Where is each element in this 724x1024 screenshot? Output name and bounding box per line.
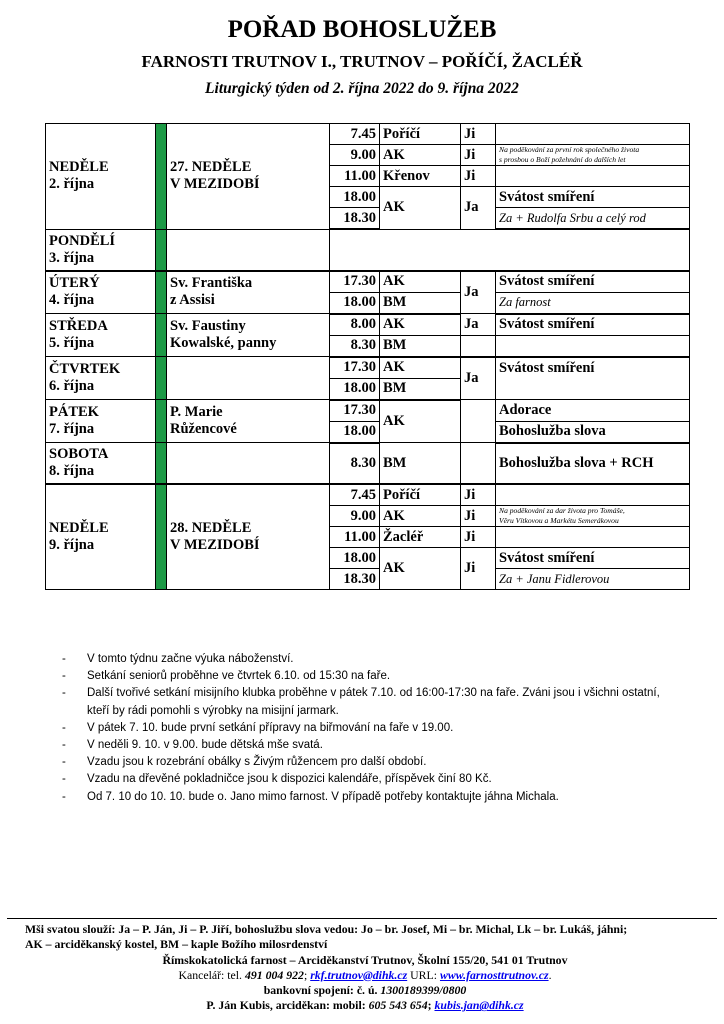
feast-cell xyxy=(167,229,330,271)
time-cell: 18.00 xyxy=(330,421,380,443)
table-row xyxy=(46,484,690,506)
event-cell: Bohoslužba slova xyxy=(496,421,690,443)
note-cell xyxy=(496,527,690,548)
feast-cell xyxy=(167,443,330,485)
liturgical-color-green xyxy=(156,484,167,590)
time-cell: 9.00 xyxy=(330,145,380,166)
priest-cell: Ja xyxy=(461,271,496,314)
event-cell: Svátost smíření xyxy=(496,271,690,293)
time-cell: 17.30 xyxy=(330,357,380,379)
time-cell: 8.30 xyxy=(330,335,380,357)
note-cell xyxy=(496,335,690,357)
time-cell: 18.00 xyxy=(330,548,380,569)
empty-cell xyxy=(330,229,690,271)
time-cell: 7.45 xyxy=(330,484,380,506)
liturgical-color-green xyxy=(156,271,167,314)
list-item: - Další tvořivé setkání misijního klubka proběhne v pátek 7.10. od 16:00-17:30 na faře. Zváni jsou i všichni ostatní, kteří by rádi pomohli s výrobky na misijní jarmark. xyxy=(62,685,682,719)
list-item: - V neděli 9. 10. v 9.00. bude dětská mše svatá. xyxy=(62,737,682,754)
day-cell: ÚTERÝ 4. října xyxy=(46,271,156,314)
time-cell: 8.00 xyxy=(330,314,380,336)
day-cell: PÁTEK 7. října xyxy=(46,400,156,443)
place-cell: BM xyxy=(380,335,461,357)
feast-cell xyxy=(167,357,330,400)
place-cell: Poříčí xyxy=(380,484,461,506)
priest-cell: Ji xyxy=(461,484,496,506)
place-cell: AK xyxy=(380,506,461,527)
priest-cell: Ji xyxy=(461,527,496,548)
list-item: - Od 7. 10 do 10. 10. bude o. Jano mimo farnost. V případě potřeby kontaktujte jáhna Michala. xyxy=(62,789,682,806)
place-cell: BM xyxy=(380,292,461,314)
list-item: - Vzadu jsou k rozebrání obálky s Živým růžencem pro další období. xyxy=(62,754,682,771)
place-cell: BM xyxy=(380,443,461,485)
table-row xyxy=(46,400,690,422)
event-cell: Svátost smíření xyxy=(496,548,690,569)
feast-cell: Sv. Faustiny Kowalské, panny xyxy=(167,314,330,357)
liturgical-color-green xyxy=(156,314,167,357)
place-cell: AK xyxy=(380,145,461,166)
feast-cell: Sv. Františka z Assisi xyxy=(167,271,330,314)
time-cell: 11.00 xyxy=(330,166,380,187)
priest-cell: Ja xyxy=(461,314,496,336)
priest-cell: Ji xyxy=(461,145,496,166)
day-cell: PONDĚLÍ 3. října xyxy=(46,229,156,271)
note-cell xyxy=(496,166,690,187)
mass-intention: Za + Janu Fidlerovou xyxy=(496,569,690,590)
time-cell: 7.45 xyxy=(330,124,380,145)
place-cell: Křenov xyxy=(380,166,461,187)
time-cell: 8.30 xyxy=(330,443,380,485)
time-cell: 18.30 xyxy=(330,569,380,590)
list-item: - Setkání seniorů proběhne ve čtvrtek 6.10. od 15:30 na faře. xyxy=(62,668,682,685)
time-cell: 17.30 xyxy=(330,271,380,293)
event-cell: Svátost smíření xyxy=(496,187,690,208)
liturgical-color-green xyxy=(156,443,167,485)
mass-intention: Za farnost xyxy=(496,292,690,314)
table-row xyxy=(46,443,690,485)
place-cell: AK xyxy=(380,314,461,336)
priest-cell xyxy=(461,335,496,357)
bank-account: bankovní spojení: č. ú. 1300189399/0800 xyxy=(263,983,467,998)
schedule-table xyxy=(45,123,690,590)
liturgical-color-green xyxy=(156,124,167,230)
footer-legend-line: AK – arciděkanský kostel, BM – kaple Božího milosrdenství xyxy=(25,937,328,952)
time-cell: 18.00 xyxy=(330,378,380,400)
priest-email-link[interactable]: kubis.jan@dihk.cz xyxy=(434,998,524,1013)
time-cell: 17.30 xyxy=(330,400,380,422)
liturgical-color-green xyxy=(156,400,167,443)
time-cell: 9.00 xyxy=(330,506,380,527)
place-cell: AK xyxy=(380,400,461,443)
table-row xyxy=(46,357,690,379)
priest-cell: Ja xyxy=(461,357,496,400)
time-cell: 18.00 xyxy=(330,187,380,208)
office-phone: 491 004 922 xyxy=(244,967,304,982)
feast-cell: P. Marie Růžencové xyxy=(167,400,330,443)
announcements-list xyxy=(62,651,682,806)
event-cell: Adorace xyxy=(496,400,690,422)
day-cell: STŘEDA 5. října xyxy=(46,314,156,357)
table-row xyxy=(46,271,690,293)
priest-cell: Ji xyxy=(461,506,496,527)
mass-intention: Na poděkování za dar života pro Tomáše, Věru Vítkovou a Markétu Semerákovou xyxy=(496,506,690,527)
list-item: - V pátek 7. 10. bude první setkání přípravy na biřmování na faře v 19.00. xyxy=(62,720,682,737)
page-title: POŘAD BOHOSLUŽEB xyxy=(227,16,497,43)
parish-subtitle: FARNOSTI TRUTNOV I., TRUTNOV – POŘÍČÍ, ŽACLÉŘ xyxy=(141,52,583,71)
feast-cell: 28. NEDĚLE V MEZIDOBÍ xyxy=(167,484,330,590)
day-cell: NEDĚLE 2. října xyxy=(46,124,156,230)
place-cell: AK xyxy=(380,357,461,379)
place-cell: AK xyxy=(380,548,461,590)
day-cell: NEDĚLE 9. října xyxy=(46,484,156,590)
parish-address: Římskokatolická farnost – Arciděkanství Trutnov, Školní 155/20, 541 01 Trutnov xyxy=(162,952,568,967)
table-row xyxy=(46,229,690,271)
office-email-link[interactable]: rkf.trutnov@dihk.cz xyxy=(310,967,408,982)
liturgical-color-green xyxy=(156,357,167,400)
priest-cell: Ji xyxy=(461,548,496,590)
table-row xyxy=(46,314,690,336)
priest-cell xyxy=(461,443,496,485)
liturgical-week: Liturgický týden od 2. října 2022 do 9. října 2022 xyxy=(205,80,519,97)
mass-intention: Za + Rudolfa Srbu a celý rod xyxy=(496,208,690,230)
footer-divider xyxy=(7,918,717,919)
event-cell: Svátost smíření xyxy=(496,357,690,400)
priest-mobile: 605 543 654 xyxy=(368,998,428,1013)
mass-intention: Na poděkování za první rok společného života s prosbou o Boží požehnání do dalších let xyxy=(496,145,690,166)
priest-cell: Ja xyxy=(461,187,496,230)
priest-cell xyxy=(461,400,496,443)
place-cell: AK xyxy=(380,271,461,293)
day-cell: ČTVRTEK 6. října xyxy=(46,357,156,400)
list-item: - V tomto týdnu začne výuka náboženství. xyxy=(62,651,682,668)
website-link[interactable]: www.farnosttrutnov.cz xyxy=(439,967,549,982)
time-cell: 18.00 xyxy=(330,292,380,314)
liturgical-color-green xyxy=(156,229,167,271)
time-cell: 11.00 xyxy=(330,527,380,548)
office-contact: Kancelář: tel. 491 004 922; rkf.trutnov@dihk.cz URL: www.farnosttrutnov.cz. xyxy=(178,967,552,982)
event-cell: Bohoslužba slova + RCH xyxy=(496,443,690,485)
time-cell: 18.30 xyxy=(330,208,380,230)
day-cell: SOBOTA 8. října xyxy=(46,443,156,485)
priest-cell: Ji xyxy=(461,166,496,187)
footer-legend-line: Mši svatou slouží: Ja – P. Ján, Ji – P. Jiří, bohoslužbu slova vedou: Jo – br. Josef, Mi – br. Michal, Lk – br. Lukáš, jáhni; xyxy=(25,922,628,936)
event-cell: Svátost smíření xyxy=(496,314,690,336)
table-row xyxy=(46,124,690,145)
note-cell xyxy=(496,484,690,506)
place-cell: Poříčí xyxy=(380,124,461,145)
feast-cell: 27. NEDĚLE V MEZIDOBÍ xyxy=(167,124,330,230)
note-cell xyxy=(496,124,690,145)
place-cell: Žacléř xyxy=(380,527,461,548)
footer xyxy=(25,922,705,1014)
priest-cell: Ji xyxy=(461,124,496,145)
place-cell: AK xyxy=(380,187,461,230)
place-cell: BM xyxy=(380,378,461,400)
list-item: - Vzadu na dřevěné pokladničce jsou k dispozici kalendáře, příspěvek činí 80 Kč. xyxy=(62,771,682,788)
priest-contact: P. Ján Kubis, arciděkan: mobil: 605 543 654; kubis.jan@dihk.cz xyxy=(206,998,524,1013)
